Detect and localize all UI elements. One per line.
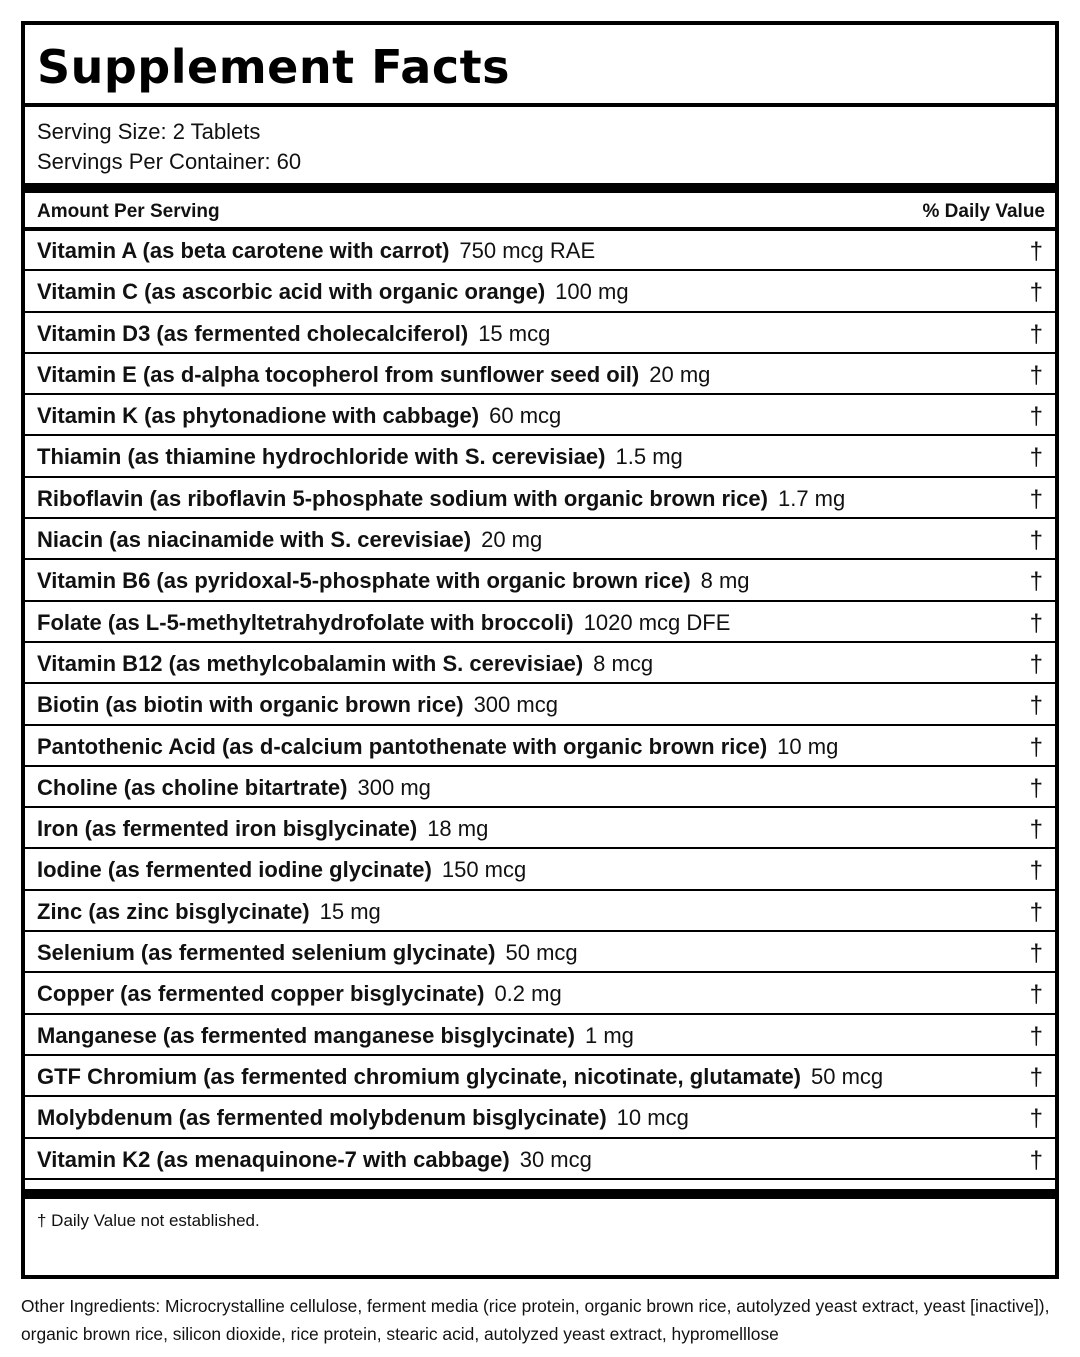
nutrient-name-amount bbox=[37, 939, 578, 967]
daily-value-dagger: † bbox=[1029, 857, 1043, 885]
nutrient-name-amount bbox=[37, 485, 845, 513]
nutrient-row bbox=[25, 1056, 1055, 1097]
column-header bbox=[37, 199, 1045, 225]
nutrient-row bbox=[25, 684, 1055, 725]
nutrient-name-amount bbox=[37, 1022, 634, 1050]
other-ingredients: Other Ingredients: Microcrystalline cellulose, ferment media (rice protein, organic brown rice, autolyzed yeast extract, yeast [inactive]), organic brown rice, silicon dioxide, rice protein, stearic acid, autolyzed yeast extract, hypromelllose bbox=[21, 1296, 1050, 1344]
supplement-facts-panel bbox=[21, 21, 1059, 1279]
nutrient-amount: 60 mcg bbox=[489, 403, 562, 429]
nutrient-amount: 20 mg bbox=[649, 361, 711, 387]
nutrient-amount: 100 mg bbox=[555, 279, 629, 305]
nutrient-name: Vitamin E (as d-alpha tocopherol from sunflower seed oil) bbox=[37, 361, 640, 387]
nutrient-list bbox=[25, 230, 1055, 1180]
nutrient-name: Selenium (as fermented selenium glycinate) bbox=[37, 940, 496, 966]
daily-value-dagger: † bbox=[1029, 568, 1043, 596]
nutrient-name-amount bbox=[37, 526, 542, 554]
daily-value-dagger: † bbox=[1029, 1105, 1043, 1133]
nutrient-row bbox=[25, 932, 1055, 973]
nutrient-amount: 8 mg bbox=[700, 568, 750, 594]
footnote: † Daily Value not established. bbox=[37, 1211, 260, 1230]
amount-per-serving-header: Amount Per Serving bbox=[37, 201, 220, 222]
nutrient-name-amount bbox=[37, 980, 562, 1008]
nutrient-row bbox=[25, 271, 1055, 312]
nutrient-name-amount bbox=[37, 691, 558, 719]
nutrient-name: Vitamin B12 (as methylcobalamin with S. cerevisiae) bbox=[37, 650, 584, 676]
nutrient-name: Vitamin K (as phytonadione with cabbage) bbox=[37, 403, 480, 429]
nutrient-amount: 50 mcg bbox=[811, 1063, 884, 1089]
nutrient-amount: 10 mcg bbox=[616, 1105, 689, 1131]
daily-value-dagger: † bbox=[1029, 981, 1043, 1009]
nutrient-name: Choline (as choline bitartrate) bbox=[37, 774, 348, 800]
nutrient-row bbox=[25, 973, 1055, 1014]
nutrient-row bbox=[25, 891, 1055, 932]
nutrient-row bbox=[25, 519, 1055, 560]
nutrient-name-amount bbox=[37, 815, 488, 843]
nutrient-name: Niacin (as niacinamide with S. cerevisiae) bbox=[37, 527, 472, 553]
daily-value-dagger: † bbox=[1029, 650, 1043, 678]
nutrient-name: Biotin (as biotin with organic brown rice) bbox=[37, 692, 464, 718]
nutrient-amount: 150 mcg bbox=[441, 857, 527, 883]
daily-value-dagger: † bbox=[1029, 1146, 1043, 1174]
daily-value-dagger: † bbox=[1029, 816, 1043, 844]
nutrient-amount: 18 mg bbox=[427, 816, 489, 842]
nutrient-row bbox=[25, 1097, 1055, 1138]
nutrient-row bbox=[25, 478, 1055, 519]
nutrient-amount: 8 mcg bbox=[593, 650, 654, 676]
nutrient-amount: 300 mcg bbox=[473, 692, 558, 718]
daily-value-dagger: † bbox=[1029, 1063, 1043, 1091]
nutrient-amount: 15 mcg bbox=[478, 320, 551, 346]
nutrient-name: Zinc (as zinc bisglycinate) bbox=[37, 898, 310, 924]
nutrient-name: Iodine (as fermented iodine glycinate) bbox=[37, 857, 432, 883]
nutrient-name-amount bbox=[37, 402, 561, 430]
nutrient-amount: 20 mg bbox=[481, 527, 543, 553]
daily-value-dagger: † bbox=[1029, 898, 1043, 926]
nutrient-name: Vitamin D3 (as fermented cholecalciferol) bbox=[37, 320, 469, 346]
nutrient-name: Vitamin A (as beta carotene with carrot) bbox=[37, 238, 450, 263]
nutrient-name: Vitamin K2 (as menaquinone-7 with cabbage) bbox=[37, 1146, 510, 1172]
nutrient-amount: 1.7 mg bbox=[777, 485, 846, 511]
nutrient-name-amount bbox=[37, 774, 431, 802]
daily-value-dagger: † bbox=[1029, 733, 1043, 761]
nutrient-name-amount bbox=[37, 898, 381, 926]
nutrient-amount: 1.5 mg bbox=[615, 444, 683, 470]
nutrient-row bbox=[25, 436, 1055, 477]
daily-value-dagger: † bbox=[1029, 403, 1043, 431]
panel-title: Supplement Facts bbox=[37, 40, 510, 94]
nutrient-amount: 15 mg bbox=[319, 898, 381, 924]
nutrient-name: GTF Chromium (as fermented chromium glycinate, nicotinate, glutamate) bbox=[37, 1063, 802, 1089]
nutrient-row bbox=[25, 395, 1055, 436]
nutrient-name: Vitamin B6 (as pyridoxal-5-phosphate with organic brown rice) bbox=[37, 568, 691, 594]
nutrient-row bbox=[25, 1015, 1055, 1056]
daily-value-dagger: † bbox=[1029, 444, 1043, 472]
nutrient-row bbox=[25, 230, 1055, 271]
nutrient-name: Iron (as fermented iron bisglycinate) bbox=[37, 816, 418, 842]
nutrient-name: Molybdenum (as fermented molybdenum bisglycinate) bbox=[37, 1105, 607, 1131]
nutrient-row bbox=[25, 354, 1055, 395]
nutrient-name: Thiamin (as thiamine hydrochloride with S. cerevisiae) bbox=[37, 444, 606, 470]
nutrient-name: Vitamin C (as ascorbic acid with organic orange) bbox=[37, 279, 546, 305]
nutrient-name-amount bbox=[37, 1063, 883, 1091]
daily-value-dagger: † bbox=[1029, 774, 1043, 802]
nutrient-row bbox=[25, 767, 1055, 808]
daily-value-dagger: † bbox=[1029, 279, 1043, 307]
nutrient-amount: 50 mcg bbox=[505, 940, 578, 966]
nutrient-row bbox=[25, 849, 1055, 890]
nutrient-row bbox=[25, 313, 1055, 354]
title-divider bbox=[25, 103, 1055, 107]
nutrient-name-amount bbox=[37, 320, 550, 348]
nutrient-name-amount bbox=[37, 1146, 592, 1174]
nutrient-row bbox=[25, 560, 1055, 601]
daily-value-dagger: † bbox=[1029, 692, 1043, 720]
nutrient-name-amount bbox=[37, 361, 710, 389]
nutrient-amount: 300 mg bbox=[357, 774, 431, 800]
nutrient-name-amount bbox=[37, 443, 683, 471]
nutrient-name: Riboflavin (as riboflavin 5-phosphate sodium with organic brown rice) bbox=[37, 485, 768, 511]
nutrient-amount: 1 mg bbox=[584, 1022, 634, 1048]
nutrient-row bbox=[25, 602, 1055, 643]
daily-value-dagger: † bbox=[1029, 238, 1043, 265]
nutrient-name-amount bbox=[37, 650, 653, 678]
nutrient-name: Folate (as L-5-methyltetrahydrofolate with broccoli) bbox=[37, 609, 574, 635]
daily-value-header: % Daily Value bbox=[922, 201, 1045, 222]
nutrient-amount: 750 mcg RAE bbox=[459, 238, 596, 263]
thick-divider-bottom bbox=[25, 1189, 1055, 1199]
nutrient-amount: 10 mg bbox=[777, 733, 839, 759]
nutrient-name-amount bbox=[37, 237, 595, 265]
nutrient-name: Manganese (as fermented manganese bisglycinate) bbox=[37, 1022, 575, 1048]
nutrient-name: Copper (as fermented copper bisglycinate) bbox=[37, 981, 485, 1007]
daily-value-dagger: † bbox=[1029, 485, 1043, 513]
nutrient-row bbox=[25, 726, 1055, 767]
nutrient-name-amount bbox=[37, 609, 730, 637]
serving-size: Serving Size: 2 Tablets bbox=[37, 119, 261, 144]
nutrient-name: Pantothenic Acid (as d-calcium pantothenate with organic brown rice) bbox=[37, 733, 768, 759]
daily-value-dagger: † bbox=[1029, 940, 1043, 968]
nutrient-name-amount bbox=[37, 567, 750, 595]
servings-per-container: Servings Per Container: 60 bbox=[37, 149, 302, 174]
nutrient-row bbox=[25, 1139, 1055, 1180]
nutrient-name-amount bbox=[37, 733, 838, 761]
nutrient-name-amount bbox=[37, 1104, 689, 1132]
nutrient-row bbox=[25, 808, 1055, 849]
daily-value-dagger: † bbox=[1029, 527, 1043, 555]
daily-value-dagger: † bbox=[1029, 361, 1043, 389]
thick-divider-top bbox=[25, 183, 1055, 193]
daily-value-dagger: † bbox=[1029, 1022, 1043, 1050]
nutrient-amount: 0.2 mg bbox=[494, 981, 562, 1007]
nutrient-name-amount bbox=[37, 278, 629, 306]
nutrient-row bbox=[25, 643, 1055, 684]
nutrient-name-amount bbox=[37, 856, 526, 884]
nutrient-amount: 1020 mcg DFE bbox=[583, 609, 731, 635]
daily-value-dagger: † bbox=[1029, 320, 1043, 348]
daily-value-dagger: † bbox=[1029, 609, 1043, 637]
nutrient-amount: 30 mcg bbox=[519, 1146, 592, 1172]
